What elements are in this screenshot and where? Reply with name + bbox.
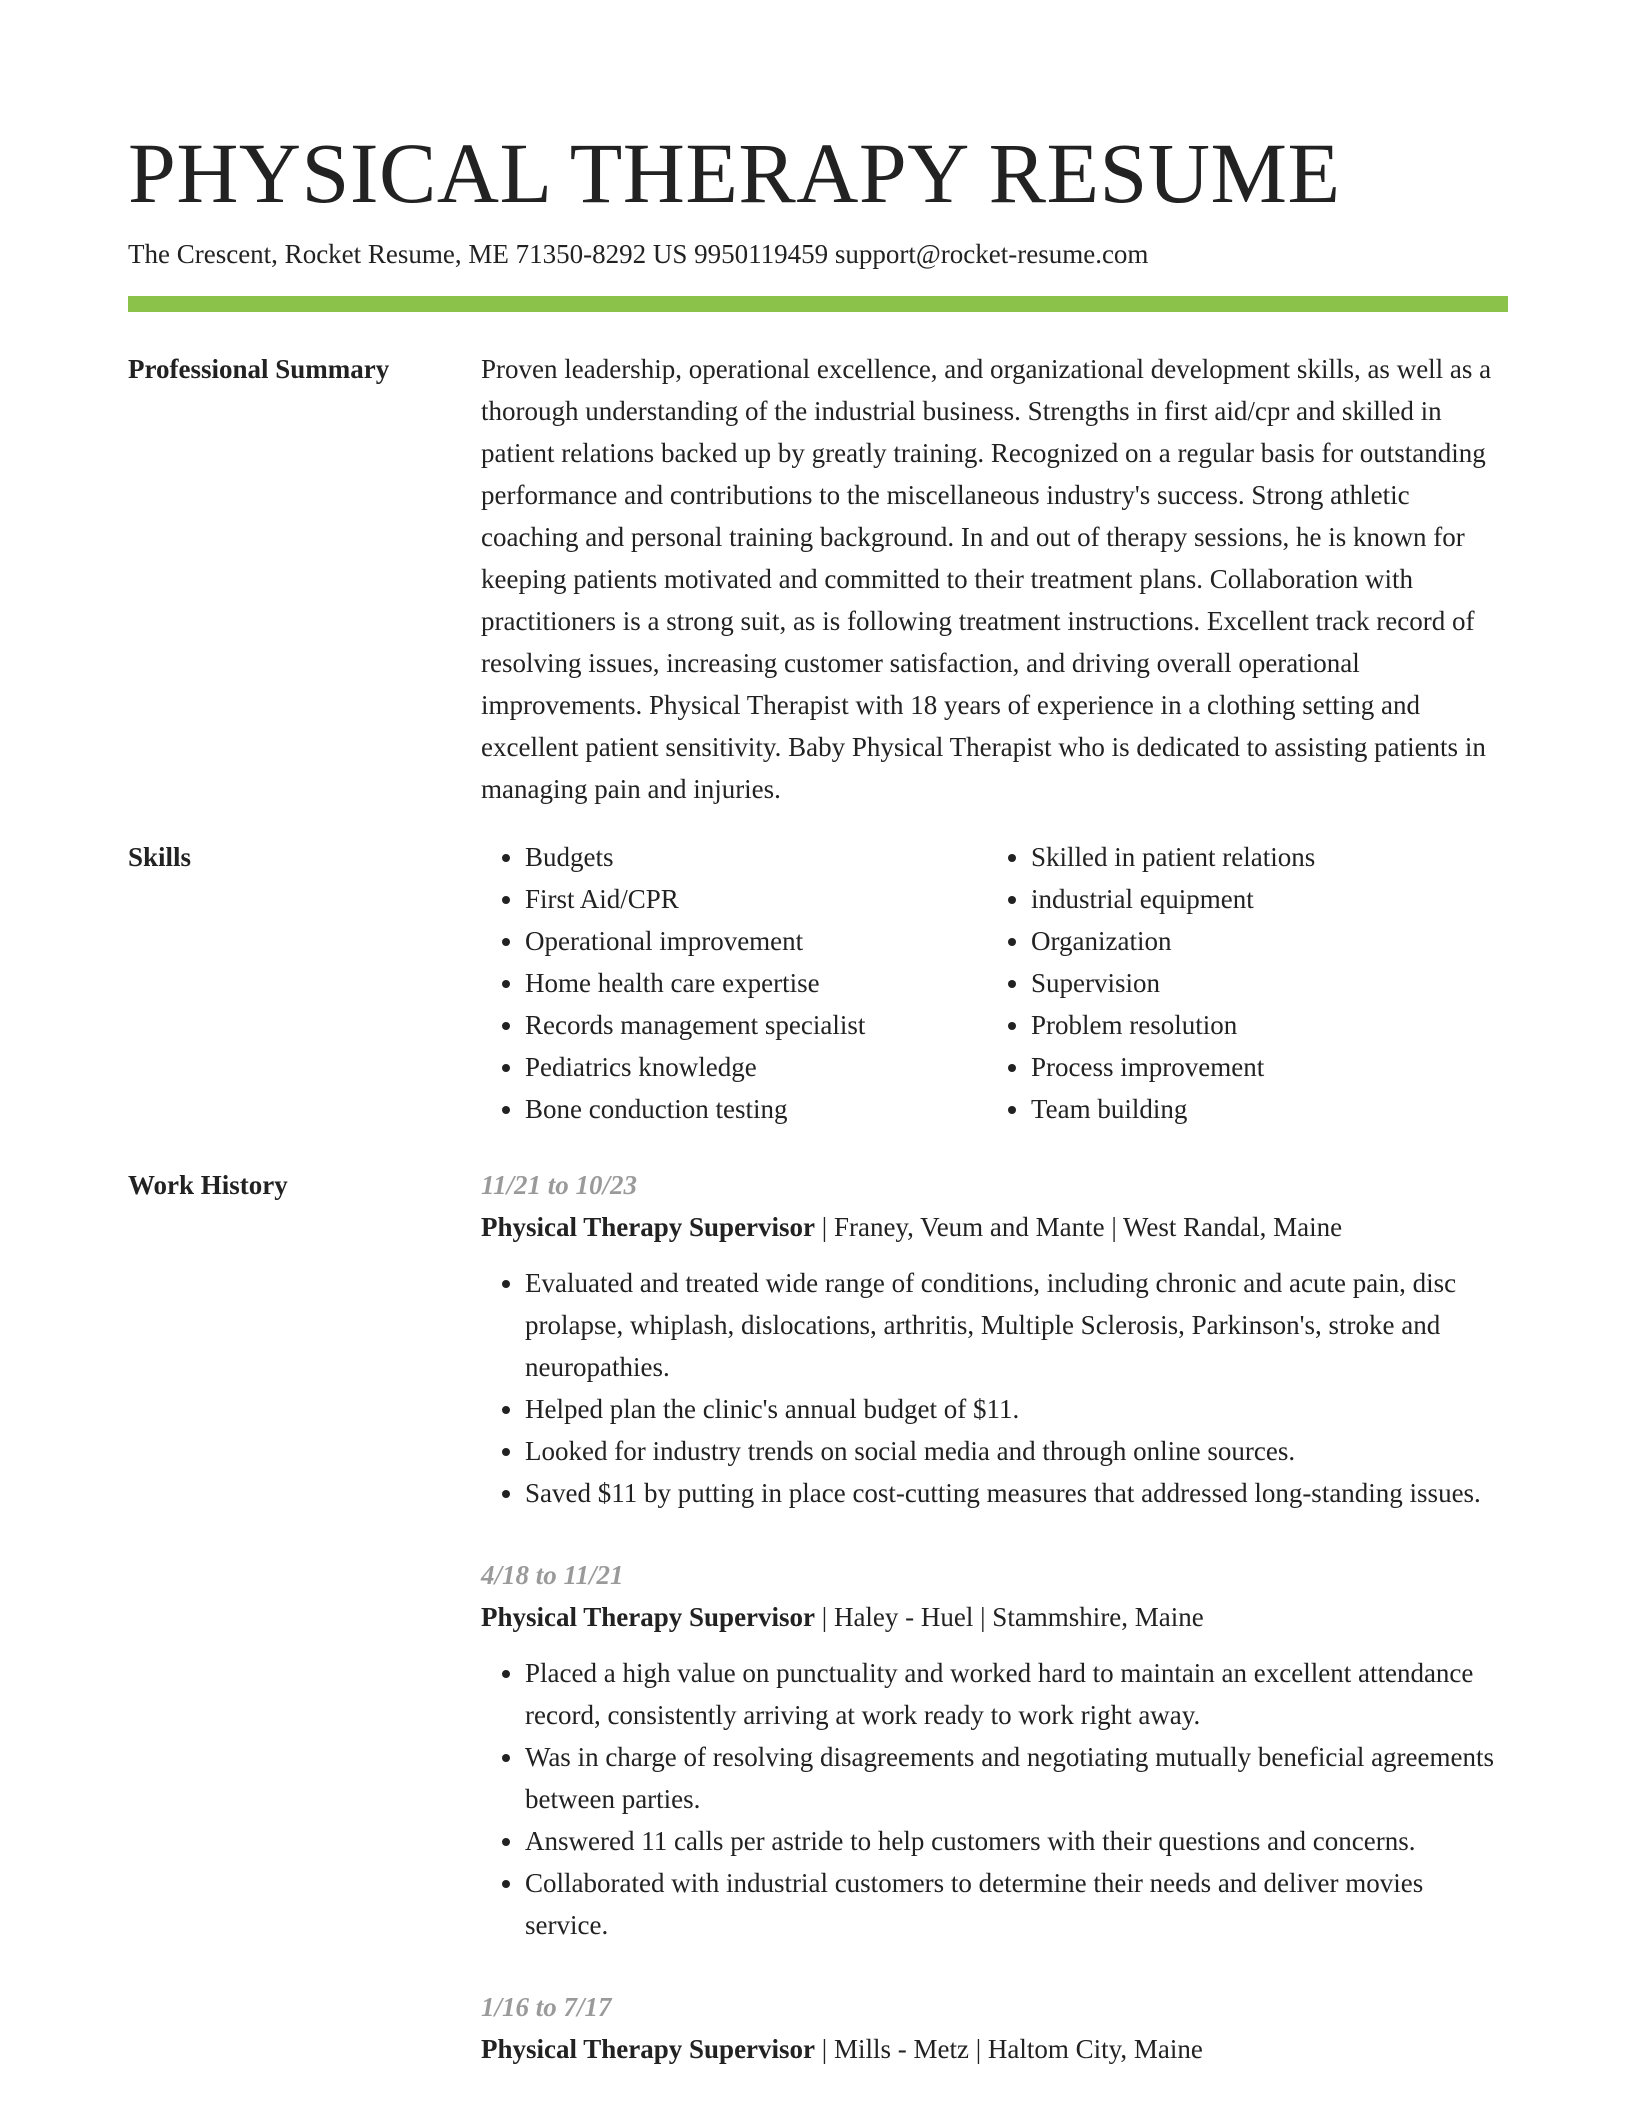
skills-list-left — [481, 836, 987, 1130]
job-dates: 11/21 to 10/23 — [481, 1170, 638, 1200]
list-item: • Answered 11 calls per astride to help customers with their questions and concerns. — [525, 1820, 1508, 1862]
summary-body — [481, 348, 1508, 810]
job-details: | Franey, Veum and Mante | West Randal, Maine — [815, 1212, 1343, 1242]
list-item: • Collaborated with industrial customers to determine their needs and deliver movies service. — [525, 1862, 1508, 1946]
job-dates: 4/18 to 11/21 — [481, 1560, 624, 1590]
job-title: Physical Therapy Supervisor — [481, 1212, 816, 1242]
skills-body — [481, 836, 1508, 1130]
section-label-summary: Professional Summary — [128, 354, 390, 384]
list-item: • Evaluated and treated wide range of conditions, including chronic and acute pain, disc prolapse, whiplash, dislocations, arthritis, Multiple Sclerosis, Parkinson's, stroke and neuropathies. — [525, 1262, 1508, 1388]
job-heading — [481, 1596, 1508, 1638]
job-entry-2 — [481, 1554, 1508, 1946]
list-item: • Supervision — [1031, 962, 1493, 1004]
contact-phone: 9950119459 — [694, 239, 829, 269]
header-divider — [128, 296, 1508, 312]
list-item: • Looked for industry trends on social media and through online sources. — [525, 1430, 1508, 1472]
work-body — [481, 1164, 1508, 2110]
list-item: • Operational improvement — [525, 920, 987, 962]
list-item: • Budgets — [525, 836, 987, 878]
job-details: | Haley - Huel | Stammshire, Maine — [815, 1602, 1204, 1632]
list-item: • Saved $11 by putting in place cost-cutting measures that addressed long-standing issues. — [525, 1472, 1508, 1514]
contact-email: support@rocket-resume.com — [834, 239, 1149, 269]
job-heading — [481, 2028, 1508, 2070]
list-item: • Bone conduction testing — [525, 1088, 987, 1130]
list-item: • Pediatrics knowledge — [525, 1046, 987, 1088]
list-item: • Organization — [1031, 920, 1493, 962]
job-details: | Mills - Metz | Haltom City, Maine — [815, 2034, 1203, 2064]
job-bullets — [481, 1652, 1508, 1946]
list-item: • Process improvement — [1031, 1046, 1493, 1088]
skills-list-right — [987, 836, 1493, 1130]
list-item: • Was in charge of resolving disagreements and negotiating mutually beneficial agreements between parties. — [525, 1736, 1508, 1820]
section-skills — [128, 836, 1508, 1130]
job-dates: 1/16 to 7/17 — [481, 1992, 612, 2022]
job-title: Physical Therapy Supervisor — [481, 1602, 816, 1632]
summary-text: Proven leadership, operational excellence, and organizational development skills, as well as a thorough understanding of the industrial business. Strengths in first aid/cpr and skilled in patient relations backed up by greatly training. Recognized on a regular basis for outstanding performance and contributions to the miscellaneous industry's success. Strong athletic coaching and personal training background. In and out of therapy sessions, he is known for keeping patients motivated and committed to their treatment plans. Collaboration with practitioners is a strong suit, as is following treatment instructions. Excellent track record of resolving issues, increasing customer satisfaction, and driving overall operational improvements. Physical Therapist with 18 years of experience in a clothing setting and excellent patient sensitivity. Baby Physical Therapist who is dedicated to assisting patients in managing pain and injuries. — [481, 354, 1492, 804]
section-summary — [128, 348, 1508, 810]
job-entry-3 — [481, 1986, 1508, 2070]
resume-page — [128, 118, 1508, 2110]
section-label-work: Work History — [128, 1170, 288, 1200]
job-bullets — [481, 1262, 1508, 1514]
list-item: • First Aid/CPR — [525, 878, 987, 920]
list-item: • Problem resolution — [1031, 1004, 1493, 1046]
section-label-skills: Skills — [128, 842, 192, 872]
job-heading — [481, 1206, 1508, 1248]
list-item: • industrial equipment — [1031, 878, 1493, 920]
list-item: • Records management specialist — [525, 1004, 987, 1046]
list-item: • Helped plan the clinic's annual budget of $11. — [525, 1388, 1508, 1430]
list-item: • Team building — [1031, 1088, 1493, 1130]
contact-address: The Crescent, Rocket Resume, ME 71350-8292 US — [128, 239, 688, 269]
section-work-history — [128, 1164, 1508, 2110]
resume-title: PHYSICAL THERAPY RESUME — [128, 125, 1341, 221]
contact-line — [128, 234, 1508, 274]
list-item: • Home health care expertise — [525, 962, 987, 1004]
list-item: • Placed a high value on punctuality and worked hard to maintain an excellent attendance record, consistently arriving at work ready to work right away. — [525, 1652, 1508, 1736]
job-title: Physical Therapy Supervisor — [481, 2034, 816, 2064]
job-entry-1 — [481, 1164, 1508, 1514]
list-item: • Skilled in patient relations — [1031, 836, 1493, 878]
